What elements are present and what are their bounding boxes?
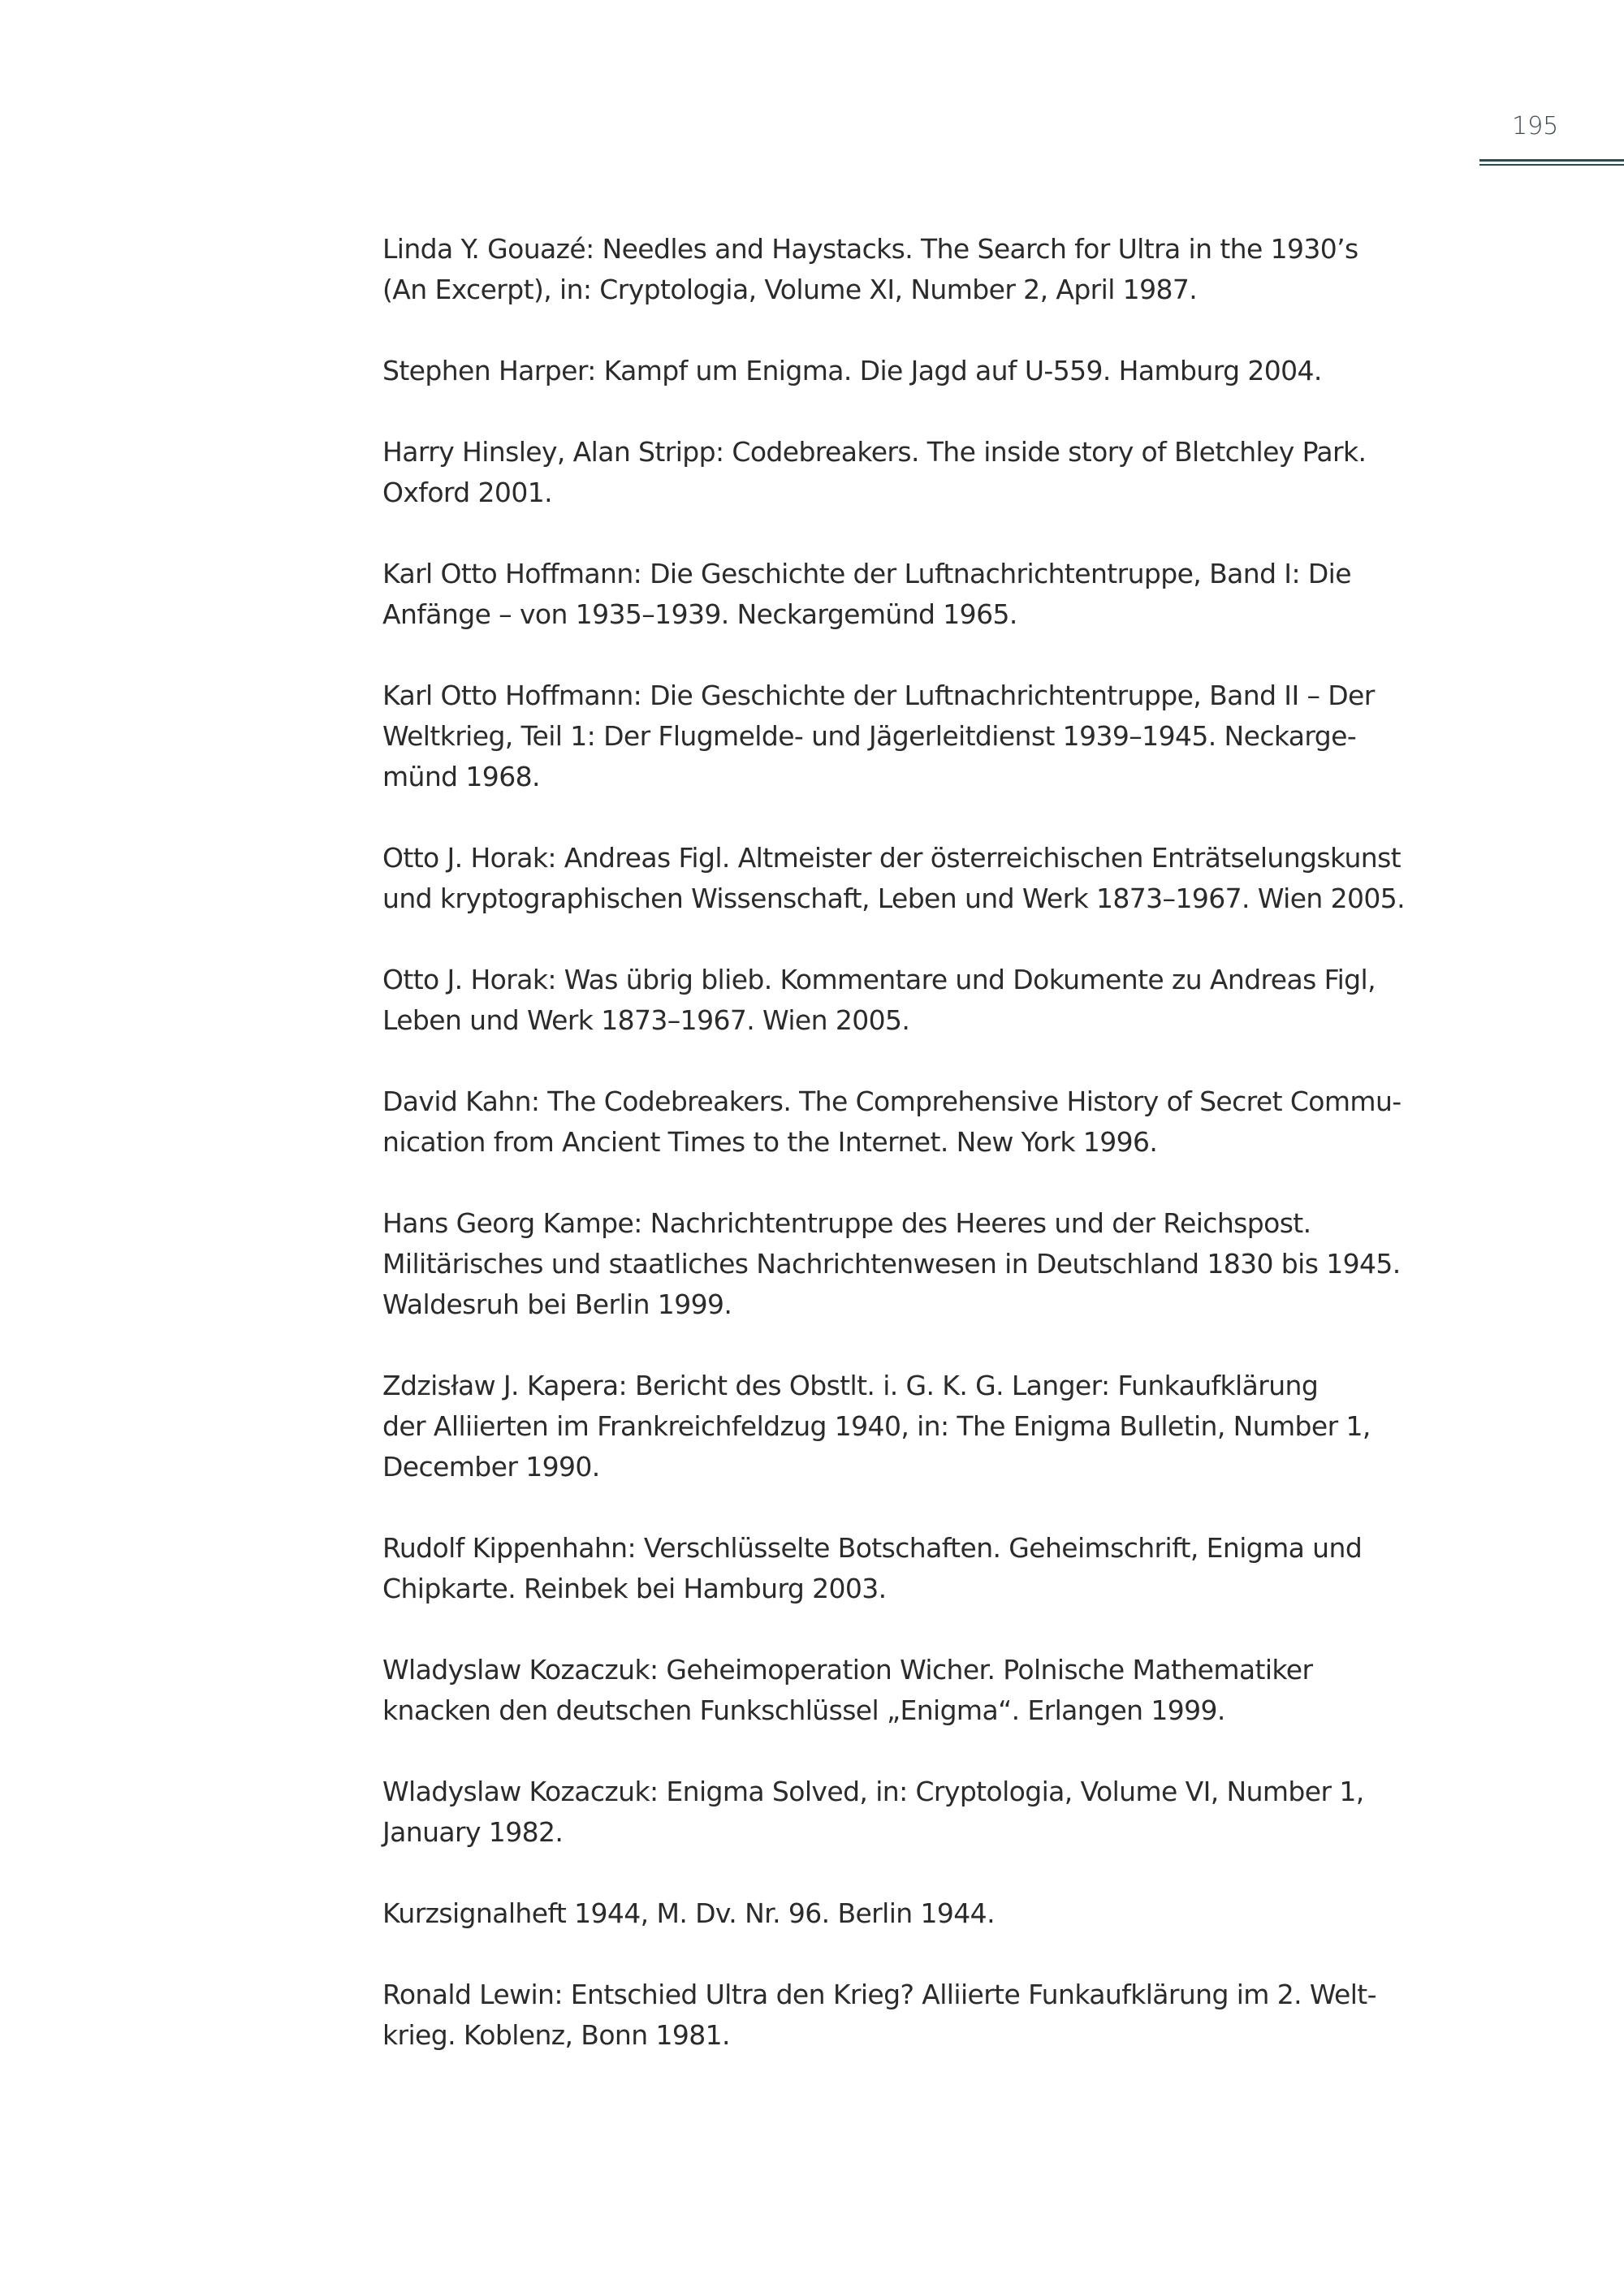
entry-line: knacken den deutschen Funkschlüssel „Enigma“. Erlangen 1999. — [382, 1694, 1225, 1726]
entry-line: Stephen Harper: Kampf um Enigma. Die Jagd auf U-559. Hamburg 2004. — [382, 355, 1322, 386]
bibliography-entry — [382, 351, 1519, 391]
bibliography-entry — [382, 676, 1519, 797]
entry-line: Otto J. Horak: Andreas Figl. Altmeister der österreichischen Enträtselungskunst — [382, 842, 1402, 874]
entry-line: Chipkarte. Reinbek bei Hamburg 2003. — [382, 1573, 887, 1604]
bibliography-entry — [382, 1975, 1519, 2056]
entry-line: Wladyslaw Kozaczuk: Geheimoperation Wicher. Polnische Mathematiker — [382, 1654, 1313, 1686]
entry-line: Hans Georg Kampe: Nachrichtentruppe des Heeres und der Reichspost. — [382, 1207, 1311, 1239]
bibliography-entry — [382, 1893, 1519, 1934]
entry-line: Zdzisław J. Kapera: Bericht des Obstlt. i. G. K. G. Langer: Funkaufklärung — [382, 1370, 1319, 1401]
entry-line: Kurzsignalheft 1944, M. Dv. Nr. 96. Berlin 1944. — [382, 1897, 995, 1929]
entry-line: David Kahn: The Codebreakers. The Comprehensive History of Secret Commu- — [382, 1086, 1402, 1117]
entry-line: krieg. Koblenz, Bonn 1981. — [382, 2019, 730, 2051]
entry-line: Weltkrieg, Teil 1: Der Flugmelde- und Jägerleitdienst 1939–1945. Neckarge- — [382, 720, 1357, 752]
bibliography-entry — [382, 1528, 1519, 1609]
bibliography-entry — [382, 432, 1519, 513]
entry-line: Waldesruh bei Berlin 1999. — [382, 1288, 732, 1320]
header-rule — [1479, 159, 1624, 162]
entry-line: Harry Hinsley, Alan Stripp: Codebreakers. The inside story of Bletchley Park. — [382, 436, 1367, 468]
entry-line: und kryptographischen Wissenschaft, Leben und Werk 1873–1967. Wien 2005. — [382, 883, 1406, 914]
bibliography-entry — [382, 1203, 1519, 1325]
entry-line: Linda Y. Gouazé: Needles and Haystacks. The Search for Ultra in the 1930’s — [382, 233, 1358, 265]
header-rule-secondary — [1479, 164, 1624, 166]
entry-line: Anfänge – von 1935–1939. Neckargemünd 1965. — [382, 598, 1017, 630]
bibliography-entry — [382, 229, 1519, 310]
bibliography-entry — [382, 1650, 1519, 1731]
bibliography-entry — [382, 554, 1519, 635]
entry-line: Rudolf Kippenhahn: Verschlüsselte Botschaften. Geheimschrift, Enigma und — [382, 1532, 1363, 1564]
entry-line: der Alliierten im Frankreichfeldzug 1940, in: The Enigma Bulletin, Number 1, — [382, 1410, 1371, 1442]
entry-line: (An Excerpt), in: Cryptologia, Volume XI, Number 2, April 1987. — [382, 274, 1198, 305]
entry-line: Oxford 2001. — [382, 477, 553, 508]
bibliography-list — [382, 229, 1519, 2096]
entry-line: Wladyslaw Kozaczuk: Enigma Solved, in: Cryptologia, Volume VI, Number 1, — [382, 1776, 1364, 1807]
entry-line: Otto J. Horak: Was übrig blieb. Kommentare und Dokumente zu Andreas Figl, — [382, 964, 1376, 995]
entry-line: nication from Ancient Times to the Internet. New York 1996. — [382, 1126, 1158, 1158]
entry-line: Karl Otto Hoffmann: Die Geschichte der Luftnachrichtentruppe, Band I: Die — [382, 558, 1351, 589]
entry-line: Militärisches und staatliches Nachrichtenwesen in Deutschland 1830 bis 1945. — [382, 1248, 1401, 1280]
entry-line: Leben und Werk 1873–1967. Wien 2005. — [382, 1004, 910, 1036]
entry-line: münd 1968. — [382, 761, 540, 792]
bibliography-entry — [382, 1366, 1519, 1487]
bibliography-entry — [382, 1081, 1519, 1163]
bibliography-entry — [382, 1772, 1519, 1853]
bibliography-entry — [382, 838, 1519, 919]
page-number: 195 — [1512, 112, 1559, 140]
entry-line: January 1982. — [382, 1816, 564, 1848]
bibliography-entry — [382, 960, 1519, 1041]
entry-line: Ronald Lewin: Entschied Ultra den Krieg? Alliierte Funkaufklärung im 2. Welt- — [382, 1979, 1376, 2010]
entry-line: December 1990. — [382, 1451, 600, 1483]
entry-line: Karl Otto Hoffmann: Die Geschichte der Luftnachrichtentruppe, Band II – Der — [382, 680, 1375, 711]
